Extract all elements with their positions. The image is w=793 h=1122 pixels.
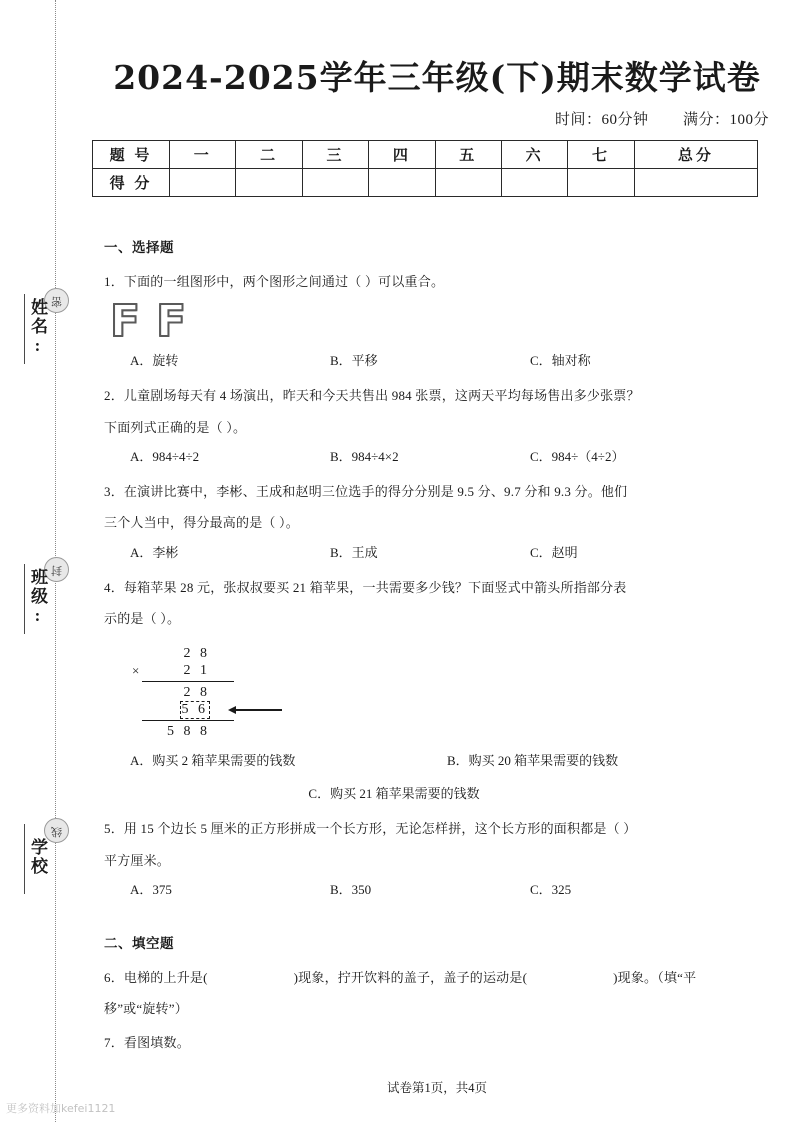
score-table-col-total: 总分: [634, 141, 757, 169]
question-7-text: 7．看图填数。: [104, 1034, 190, 1050]
question-5-line-1: 5．用 15 个边长 5 厘米的正方形拼成一个长方形，无论怎样拼，这个长方形的面积都是（ ）: [104, 821, 637, 837]
watermark: 更多资料加kefei1121: [6, 1102, 116, 1115]
question-2-line-2: 下面列式正确的是（ ）。: [104, 419, 247, 435]
student-school-rule: [24, 824, 25, 894]
question-2-option-c[interactable]: C．984÷（4÷2）: [530, 449, 625, 465]
vmul-multiplier-row: [132, 662, 362, 679]
score-table-col-6: 六: [501, 141, 567, 169]
exam-meta: [555, 108, 769, 129]
vmul-result-row: [132, 723, 362, 740]
student-school-field: [10, 820, 50, 894]
vmul-multiplier: 2 1: [183, 662, 210, 678]
student-class-rule: [24, 564, 25, 634]
question-2-options: [104, 446, 764, 465]
question-1-option-a[interactable]: A．旋转: [130, 353, 179, 369]
score-table-col-7: 七: [568, 141, 634, 169]
vmul-partial-2-row: [132, 701, 362, 718]
question-4-line-1: 4．每箱苹果 28 元，张叔叔要买 21 箱苹果，一共需要多少钱？下面竖式中箭头所指部分表: [104, 579, 627, 595]
student-name-rule: [24, 294, 25, 364]
question-4-option-a[interactable]: A．购买 2 箱苹果需要的钱数: [130, 753, 296, 769]
f-shape-left-icon: F: [110, 296, 141, 348]
question-4-line-2: 示的是（ ）。: [104, 611, 181, 627]
vmul-partial-product-2-highlighted: 5 6: [181, 701, 208, 717]
score-table-col-1: 一: [170, 141, 236, 169]
question-5-option-c[interactable]: C．325: [530, 882, 572, 898]
question-6-part-2: )现象，拧开饮料的盖子，盖子的运动是(: [293, 970, 528, 986]
question-1-options: [104, 350, 764, 369]
score-cell-3[interactable]: [302, 169, 368, 197]
question-1-option-c[interactable]: C．轴对称: [530, 353, 591, 369]
score-cell-1[interactable]: [170, 169, 236, 197]
score-table-col-3: 三: [302, 141, 368, 169]
question-5-option-b[interactable]: B．350: [330, 882, 372, 898]
question-1-figure: [110, 296, 764, 348]
seal-char-mi: 密: [44, 288, 69, 313]
section-heading-fill-blank: 二、填空题: [104, 936, 174, 952]
question-3-option-b[interactable]: B．王成: [330, 544, 378, 560]
score-cell-2[interactable]: [236, 169, 302, 197]
student-class-label: 班级:: [28, 567, 47, 627]
vmul-result: 5 8 8: [167, 723, 210, 739]
question-3-option-a[interactable]: A．李彬: [130, 544, 179, 560]
question-3-line-1: 3．在演讲比赛中，李彬、王成和赵明三位选手的得分分别是 9.5 分、9.7 分和 9.3 分。他们: [104, 484, 628, 500]
score-table-label-score: 得 分: [93, 169, 170, 197]
score-table-col-4: 四: [369, 141, 435, 169]
question-1-option-b[interactable]: B．平移: [330, 353, 378, 369]
question-1-text: 1．下面的一组图形中，两个图形之间通过（ ）可以重合。: [104, 274, 445, 289]
score-table-col-5: 五: [435, 141, 501, 169]
vmul-pointer-arrow-icon: [228, 706, 282, 714]
question-2-line-1: 2．儿童剧场每天有 4 场演出，昨天和今天共售出 984 张票，这两天平均每场售出多少张票？: [104, 388, 640, 404]
question-4-option-c[interactable]: C．购买 21 箱苹果需要的钱数: [308, 786, 480, 802]
f-shape-right-icon: F: [156, 296, 187, 348]
question-5-option-a[interactable]: A．375: [130, 882, 172, 898]
question-3-option-c[interactable]: C．赵明: [530, 544, 578, 560]
question-6-part-1: 6．电梯的上升是(: [104, 970, 208, 986]
page-footer: 试卷第1页，共4页: [386, 1081, 487, 1095]
vmul-multiplicand-row: [132, 645, 362, 662]
question-4-options-row: [104, 750, 764, 769]
score-cell-4[interactable]: [369, 169, 435, 197]
page-title: 2024-2025学年三年级(下)期末数学试卷: [113, 58, 761, 97]
seal-char-xian: 线: [44, 818, 69, 843]
question-5-options: [104, 879, 764, 898]
seal-margin: [0, 0, 92, 1122]
question-4-option-b[interactable]: B．购买 20 箱苹果需要的钱数: [447, 753, 619, 769]
score-cell-total[interactable]: [634, 169, 757, 197]
exam-time-label: 时间：60分钟: [554, 112, 649, 128]
score-table-col-2: 二: [236, 141, 302, 169]
question-6-line-1: [104, 965, 764, 990]
table-row-scores: [93, 169, 758, 197]
student-name-field: [10, 290, 50, 364]
score-cell-6[interactable]: [501, 169, 567, 197]
student-school-label: 学校: [28, 838, 47, 876]
student-name-label: 姓名:: [28, 297, 47, 357]
vmul-operator: ×: [132, 662, 140, 678]
question-5-line-2: 平方厘米。: [104, 852, 171, 868]
question-3-options: [104, 542, 764, 561]
question-4-vertical-multiplication: [132, 645, 362, 740]
exam-total-label: 满分：100分: [682, 112, 769, 128]
score-table: [92, 140, 758, 197]
score-table-label-question: 题 号: [93, 141, 170, 169]
section-heading-choice: 一、选择题: [104, 240, 174, 255]
question-2-option-a[interactable]: A．984÷4÷2: [130, 449, 200, 465]
question-3-line-2: 三个人当中，得分最高的是（ ）。: [104, 515, 299, 531]
table-row-question-numbers: [93, 141, 758, 169]
student-class-field: [10, 560, 50, 634]
score-cell-5[interactable]: [435, 169, 501, 197]
question-6-part-3: )现象。（填“平: [613, 970, 697, 986]
seal-char-feng: 封: [44, 557, 69, 582]
exam-content: [104, 236, 764, 1061]
exam-page: [92, 0, 793, 1122]
vmul-rule-top: [142, 681, 234, 682]
vmul-multiplicand: 2 8: [183, 645, 210, 661]
score-cell-7[interactable]: [568, 169, 634, 197]
question-6-line-2: 移”或“旋转”）: [104, 1001, 188, 1017]
vmul-rule-bottom: [142, 720, 234, 721]
vmul-partial-1-row: [132, 684, 362, 701]
question-2-option-b[interactable]: B．984÷4×2: [330, 449, 399, 465]
vmul-partial-product-1: 2 8: [183, 684, 210, 700]
